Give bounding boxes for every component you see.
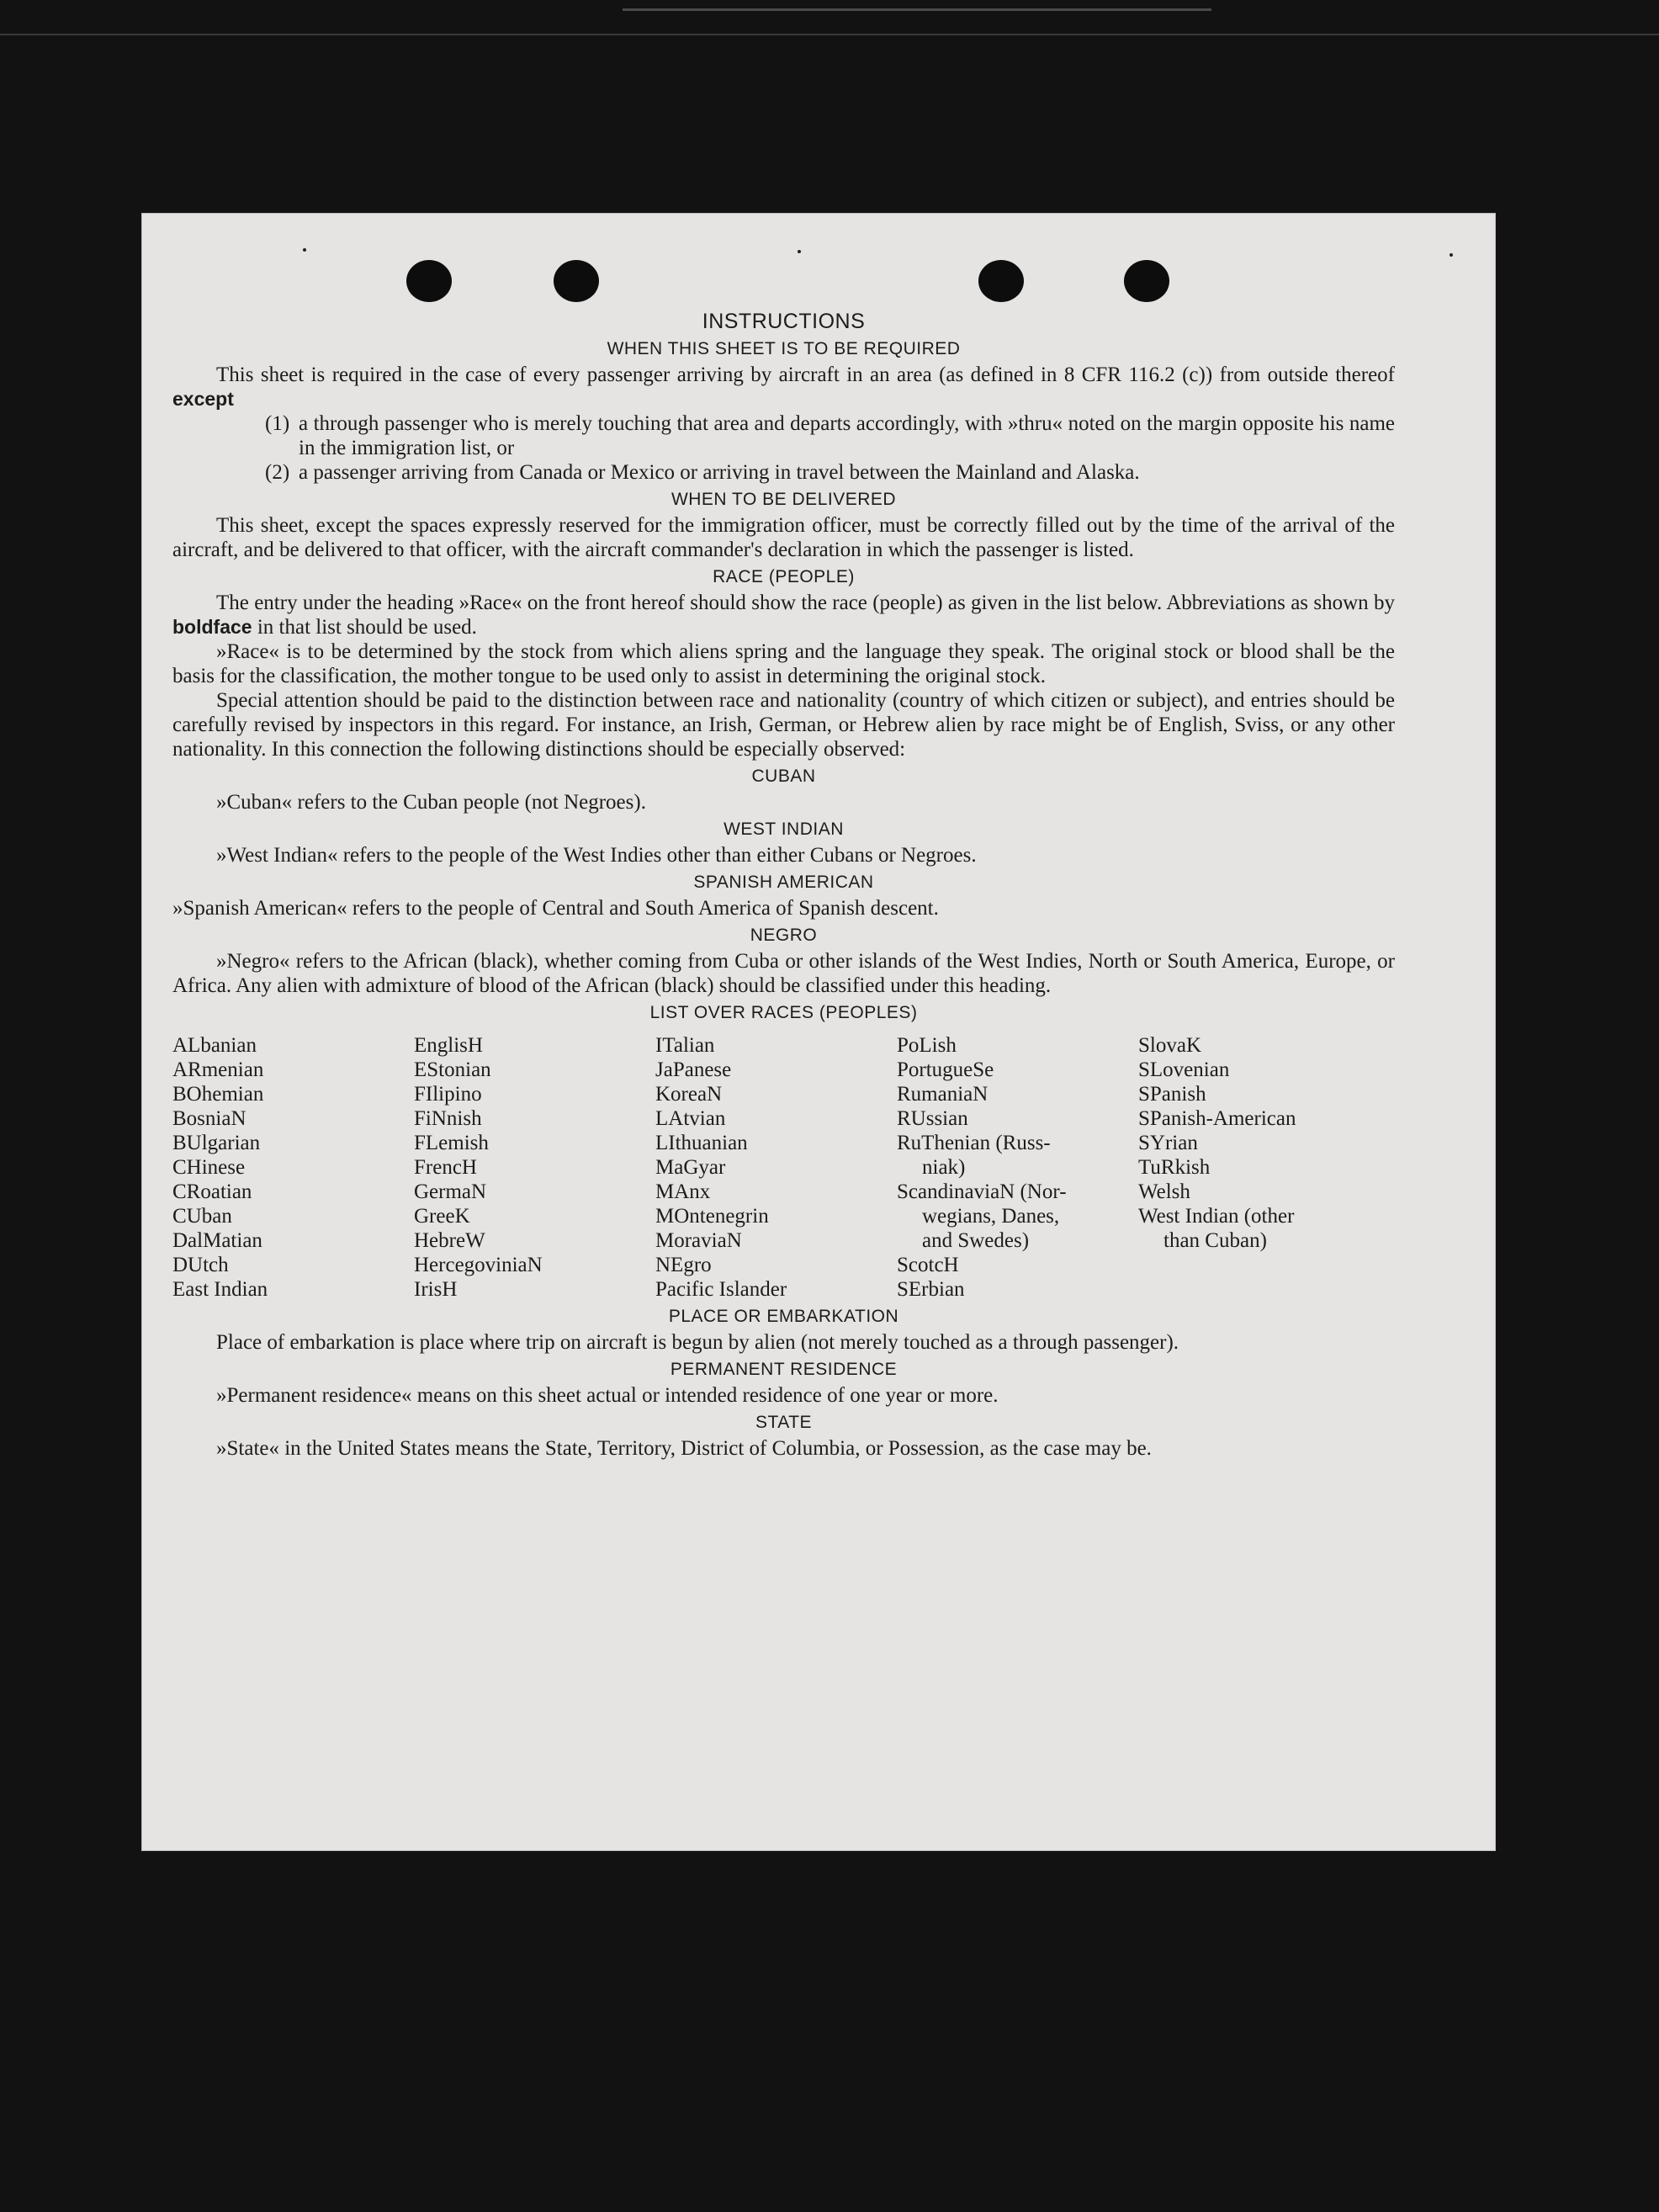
race-item: EnglisH bbox=[414, 1034, 483, 1057]
race-item: FIlipino bbox=[414, 1083, 482, 1106]
embarkation-text: Place of embarkation is place where trip on aircraft is begun by alien (not merely touched as a through passenger). bbox=[216, 1331, 1179, 1354]
race-item: SPanish bbox=[1138, 1083, 1206, 1106]
page-title: INSTRUCTIONS bbox=[702, 310, 866, 333]
race-item: DUtch bbox=[172, 1254, 229, 1276]
required-intro: This sheet is required in the case of every passenger arriving by aircraft in an area (as defined in 8 CFR 116.2 (c)) from outside thereof except bbox=[172, 363, 1395, 410]
race-item: BosniaN bbox=[172, 1107, 246, 1130]
race-item: ScotcH bbox=[897, 1254, 959, 1276]
race-item: GreeK bbox=[414, 1205, 470, 1228]
race-item: MOntenegrin bbox=[655, 1205, 769, 1228]
race-item: ITalian bbox=[655, 1034, 715, 1057]
section-heading-cuban: CUBAN bbox=[751, 767, 816, 786]
section-heading-races-list: LIST OVER RACES (PEOPLES) bbox=[649, 1003, 918, 1022]
race-item: NEgro bbox=[655, 1254, 712, 1276]
race-item: SYrian bbox=[1138, 1132, 1198, 1154]
spanish-american-text: »Spanish American« refers to the people of Central and South America of Spanish descent. bbox=[172, 897, 939, 920]
races-list bbox=[172, 1033, 1395, 1302]
section-heading-delivered: WHEN TO BE DELIVERED bbox=[670, 490, 897, 509]
race-item: LIthuanian bbox=[655, 1132, 748, 1154]
race-item: ARmenian bbox=[172, 1058, 264, 1081]
race-item: HebreW bbox=[414, 1229, 485, 1252]
race-item: RUssian bbox=[897, 1107, 968, 1130]
race-item: FiNnish bbox=[414, 1107, 482, 1130]
section-heading-required: WHEN THIS SHEET IS TO BE REQUIRED bbox=[607, 339, 961, 358]
film-edge bbox=[0, 0, 1659, 50]
race-item: Pacific Islander bbox=[655, 1278, 787, 1301]
section-heading-residence: PERMANENT RESIDENCE bbox=[670, 1360, 898, 1379]
race-item: CHinese bbox=[172, 1156, 246, 1179]
race-item: FrencH bbox=[414, 1156, 477, 1179]
punch-hole bbox=[406, 260, 452, 302]
race-item: TuRkish bbox=[1138, 1156, 1211, 1179]
race-item: EStonian bbox=[414, 1058, 491, 1081]
negro-text: »Negro« refers to the African (black), whether coming from Cuba or other islands of the West Indies, North or South America, Europe, or Africa. Any alien with admixture of blood of the African (black) should be classified under this heading. bbox=[172, 950, 1395, 997]
races-column bbox=[1138, 1033, 1380, 1302]
cuban-text: »Cuban« refers to the Cuban people (not Negroes). bbox=[216, 791, 646, 814]
punch-hole bbox=[978, 260, 1024, 302]
race-item: BOhemian bbox=[172, 1083, 264, 1106]
section-heading-west-indian: WEST INDIAN bbox=[723, 820, 844, 839]
race-item: JaPanese bbox=[655, 1058, 732, 1081]
races-column bbox=[172, 1033, 414, 1302]
race-item: niak) bbox=[922, 1156, 966, 1179]
instructions-content bbox=[172, 310, 1395, 1461]
race-item: HercegoviniaN bbox=[414, 1254, 543, 1276]
instruction-sheet bbox=[141, 213, 1496, 1851]
race-item: than Cuban) bbox=[1163, 1229, 1267, 1252]
race-item: FLemish bbox=[414, 1132, 489, 1154]
race-item: IrisH bbox=[414, 1278, 458, 1301]
race-item: SLovenian bbox=[1138, 1058, 1230, 1081]
race-item: and Swedes) bbox=[922, 1229, 1030, 1252]
race-item: wegians, Danes, bbox=[922, 1205, 1060, 1228]
race-item: DalMatian bbox=[172, 1229, 262, 1252]
section-heading-race: RACE (PEOPLE) bbox=[713, 567, 855, 586]
punch-hole bbox=[554, 260, 599, 302]
races-column bbox=[414, 1033, 655, 1302]
race-item: SPanish-American bbox=[1138, 1107, 1296, 1130]
race-item: West Indian (other bbox=[1138, 1205, 1295, 1228]
residence-text: »Permanent residence« means on this sheet actual or intended residence of one year or more. bbox=[216, 1384, 999, 1407]
required-item: (1) a through passenger who is merely touching that area and departs accordingly, with »thru« noted on the margin opposite his name in the immigration list, or bbox=[265, 412, 1395, 459]
race-item: KoreaN bbox=[655, 1083, 723, 1106]
race-item: LAtvian bbox=[655, 1107, 726, 1130]
section-heading-state: STATE bbox=[755, 1413, 813, 1432]
race-item: MaGyar bbox=[655, 1156, 726, 1179]
race-item: Welsh bbox=[1138, 1180, 1190, 1203]
punch-hole bbox=[1124, 260, 1169, 302]
races-column bbox=[655, 1033, 897, 1302]
section-heading-negro: NEGRO bbox=[750, 926, 818, 945]
section-heading-spanish-american: SPANISH AMERICAN bbox=[693, 873, 874, 892]
race-paragraph-3: Special attention should be paid to the distinction between race and nationality (country of which citizen or subject), and entries should be carefully revised by inspectors in this regard. For instance, an Irish, German, or Hebrew alien by race might be of English, Sviss, or any other nationality. In this connection the following distinctions should be especially observed: bbox=[172, 689, 1395, 761]
race-item: BUlgarian bbox=[172, 1132, 261, 1154]
race-item: SlovaK bbox=[1138, 1034, 1201, 1057]
race-item: ALbanian bbox=[172, 1034, 257, 1057]
race-item: RumaniaN bbox=[897, 1083, 989, 1106]
race-item: MoraviaN bbox=[655, 1229, 742, 1252]
race-paragraph-1: The entry under the heading »Race« on the front hereof should show the race (people) as given in the list below. Abbreviations as shown by boldface in that list should be used. bbox=[172, 591, 1395, 639]
delivered-text: This sheet, except the spaces expressly reserved for the immigration officer, must be correctly filled out by the time of the arrival of the aircraft, and be delivered to that officer, with the aircraft commander's declaration in which the passenger is listed. bbox=[172, 514, 1395, 561]
race-item: East Indian bbox=[172, 1278, 268, 1301]
race-item: PortugueSe bbox=[897, 1058, 994, 1081]
race-item: RuThenian (Russ- bbox=[897, 1132, 1051, 1154]
race-item: CUban bbox=[172, 1205, 232, 1228]
race-item: ScandinaviaN (Nor- bbox=[897, 1180, 1067, 1203]
race-item: PoLish bbox=[897, 1034, 957, 1057]
required-item: (2) a passenger arriving from Canada or Mexico or arriving in travel between the Mainland and Alaska. bbox=[265, 461, 1140, 484]
section-heading-embarkation: PLACE OR EMBARKATION bbox=[668, 1307, 899, 1326]
race-item: GermaN bbox=[414, 1180, 487, 1203]
west-indian-text: »West Indian« refers to the people of the West Indies other than either Cubans or Negroes. bbox=[216, 844, 977, 867]
race-item: MAnx bbox=[655, 1180, 711, 1203]
state-text: »State« in the United States means the State, Territory, District of Columbia, or Possession, as the case may be. bbox=[216, 1437, 1152, 1460]
race-item: CRoatian bbox=[172, 1180, 252, 1203]
race-item: SErbian bbox=[897, 1278, 965, 1301]
race-paragraph-2: »Race« is to be determined by the stock from which aliens spring and the language they speak. The original stock or blood shall be the basis for the classification, the mother tongue to be used only to assist in determining the original stock. bbox=[172, 640, 1395, 687]
races-column bbox=[897, 1033, 1138, 1302]
